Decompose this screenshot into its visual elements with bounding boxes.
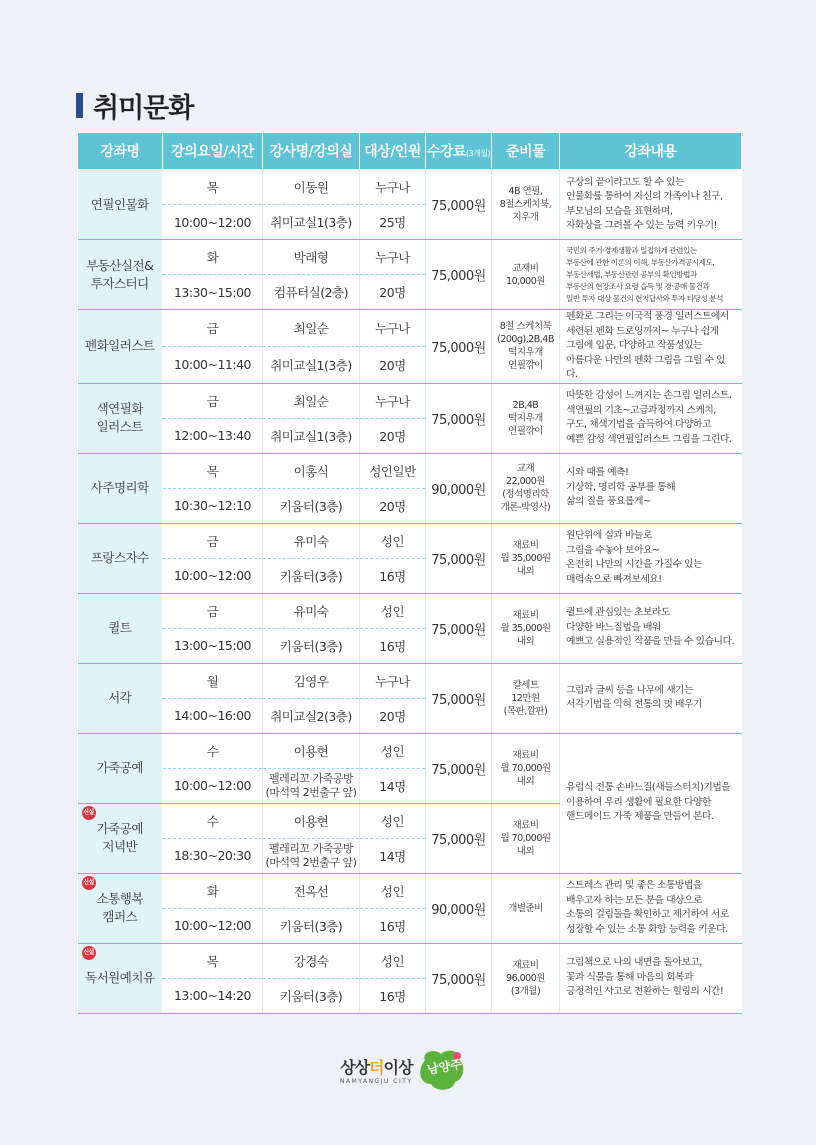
course-capacity: 25명: [360, 205, 426, 240]
course-fee: 75,000원: [426, 523, 492, 593]
course-description: 그림책으로 나의 내면을 돌아보고, 꽃과 식물을 통해 마음의 회복과 긍정적인 사고로 전환하는 힐링의 시간!: [560, 943, 742, 1013]
new-badge: 신설: [82, 876, 96, 890]
course-description: 구상의 끝이라고도 할 수 있는 인물화를 통하여 자신의 가족이나 친구, 부모님의 모습을 표현하며, 자화상을 그려볼 수 있는 능력 키우기!: [560, 170, 742, 240]
course-fee: 75,000원: [426, 170, 492, 240]
course-name: [78, 310, 163, 384]
course-teacher: 유미숙: [263, 523, 360, 558]
course-name-text: 가죽공예: [96, 760, 143, 775]
course-teacher: 최일순: [263, 383, 360, 418]
course-materials: 4B 연필, 8절스케치북, 지우개: [492, 170, 560, 240]
course-name-text: 펜화일러스트: [85, 338, 155, 354]
course-capacity: 16명: [360, 908, 426, 943]
course-room: 취미교실1(3층): [263, 205, 360, 240]
course-day: 금: [163, 523, 263, 558]
course-description: 펜화로 그리는 이국적 풍경 일러스트에서 세련된 펜화 드로잉까지~ 누구나 쉽게 그림에 입문, 다양하고 작품성있는 아름다운 나만의 펜화 그림을 그릴 수 있다.: [560, 310, 742, 384]
header-schedule: 강의요일/시간: [163, 133, 263, 170]
course-time: 10:00~12:00: [163, 908, 263, 943]
header-target-capacity: 대상/인원: [360, 133, 426, 170]
course-time: 13:00~15:00: [163, 628, 263, 663]
course-description: 따뜻한 감성이 느껴지는 손그림 일러스트. 색연필의 기초~고급과정까지 스케치, 구도, 채색기법을 습득하여 다양하고 예쁜 감성 색연필일러스트 그림을 그린다.: [560, 383, 742, 453]
course-fee: 75,000원: [426, 943, 492, 1013]
course-time: 14:00~16:00: [163, 698, 263, 733]
course-capacity: 16명: [360, 978, 426, 1013]
course-target: 성인: [360, 803, 426, 838]
footer-city: NAMYANGJU CITY: [340, 1078, 413, 1085]
course-description: 원단위에 실과 바늘로 그림을 수놓아 보아요~ 온전히 나만의 시간을 가질수 있는 매력속으로 빠져보세요!: [560, 523, 742, 593]
course-name-text: 가죽공예 저녁반: [96, 821, 143, 854]
logo-text: 남양주: [425, 1057, 463, 1077]
course-capacity: 16명: [360, 558, 426, 593]
table-row: [78, 593, 742, 628]
course-materials: 재료비 월 35,000원 내외: [492, 523, 560, 593]
table-row: [78, 240, 742, 275]
course-name-text: 부동산실전& 투자스터디: [86, 257, 154, 291]
footer-logo: [340, 1048, 467, 1092]
course-day: 월: [163, 663, 263, 698]
course-room: 펠레리꼬 가죽공방 (마석역 2번출구 앞): [263, 768, 360, 803]
course-fee: 75,000원: [426, 803, 492, 873]
course-room: 컴퓨터실(2층): [263, 275, 360, 310]
course-materials: 교재비 10,000원: [492, 240, 560, 310]
course-description: 그림과 글씨 등을 나무에 새기는 서각기법을 익혀 전통의 멋 배우기: [560, 663, 742, 733]
course-target: 성인: [360, 523, 426, 558]
course-day: 화: [163, 873, 263, 908]
course-fee: 75,000원: [426, 240, 492, 310]
course-time: 10:00~12:00: [163, 558, 263, 593]
course-teacher: 김영우: [263, 663, 360, 698]
header-fee-label: 수강료: [426, 144, 466, 160]
header-description: 강좌내용: [560, 133, 742, 170]
header-course-name: 강좌명: [78, 133, 163, 170]
course-time: 13:00~14:20: [163, 978, 263, 1013]
course-table: [77, 132, 742, 1014]
course-room: 키움터(3층): [263, 488, 360, 523]
course-materials: 재료비 월 70,000원 내외: [492, 733, 560, 803]
course-description: 유럽식 전통 손바느질(새들스터치)기법을 이용하여 우리 생활에 필요한 다양한 핸드메이드 가죽 제품을 만들어 본다.: [560, 733, 742, 873]
course-name: [78, 523, 163, 593]
course-day: 목: [163, 170, 263, 205]
course-fee: 90,000원: [426, 453, 492, 523]
course-name: [78, 240, 163, 310]
course-name-text: 소통행복 캠퍼스: [96, 891, 143, 924]
course-time: 10:00~11:40: [163, 346, 263, 383]
table-row: [78, 523, 742, 558]
table-row: [78, 873, 742, 908]
table-row: [78, 170, 742, 205]
header-teacher-room: 강사명/강의실: [263, 133, 360, 170]
course-name: [78, 593, 163, 663]
city-logo-icon: [417, 1048, 467, 1092]
course-materials: 재료비 월 70,000원 내외: [492, 803, 560, 873]
course-room: 키움터(3층): [263, 558, 360, 593]
course-day: 금: [163, 383, 263, 418]
course-target: 성인: [360, 873, 426, 908]
course-name-text: 색연필화 일러스트: [96, 401, 143, 434]
course-materials: 2B,4B 떡지우개 연필깎이: [492, 383, 560, 453]
course-room: 키움터(3층): [263, 978, 360, 1013]
course-room: 키움터(3층): [263, 628, 360, 663]
table-row: [78, 383, 742, 418]
course-capacity: 20명: [360, 418, 426, 453]
course-name-text: 퀼트: [108, 620, 132, 635]
course-target: 성인: [360, 593, 426, 628]
table-row: [78, 943, 742, 978]
course-teacher: 박래형: [263, 240, 360, 275]
course-day: 목: [163, 943, 263, 978]
slogan-part-b: 이상: [383, 1058, 413, 1077]
course-name-text: 독서원예치유: [85, 970, 155, 985]
course-room: 펠레리꼬 가죽공방 (마석역 2번출구 앞): [263, 838, 360, 873]
course-fee: 75,000원: [426, 593, 492, 663]
course-capacity: 20명: [360, 346, 426, 383]
course-capacity: 14명: [360, 838, 426, 873]
page-title-wrap: [76, 86, 193, 125]
course-name: [78, 803, 163, 873]
course-name: [78, 170, 163, 240]
course-description: 스트레스 관리 및 좋은 소통방법을 배우고자 하는 모든 분을 대상으로 소통의 걸림돌을 확인하고 제거하여 서로 성장할 수 있는 소통 화합 능력을 키운다.: [560, 873, 742, 943]
course-fee: 75,000원: [426, 310, 492, 384]
course-target: 성인: [360, 733, 426, 768]
table-row: [78, 453, 742, 488]
course-room: 취미교실1(3층): [263, 418, 360, 453]
course-target: 누구나: [360, 383, 426, 418]
slogan-highlight: 더: [369, 1058, 384, 1077]
course-name-text: 연필인물화: [90, 196, 149, 212]
course-target: 성인: [360, 943, 426, 978]
course-room: 취미교실1(3층): [263, 346, 360, 383]
footer-slogan: [340, 1055, 412, 1078]
course-name: [78, 663, 163, 733]
course-target: 누구나: [360, 240, 426, 275]
page-title: 취미문화: [93, 93, 194, 124]
course-capacity: 14명: [360, 768, 426, 803]
course-time: 18:30~20:30: [163, 838, 263, 873]
course-time: 10:30~12:10: [163, 488, 263, 523]
course-teacher: 이홍식: [263, 453, 360, 488]
course-description: 국민의 주거·경제생활과 밀접하게 관련있는 부동산에 관한 이론의 이해, 부동산가격공시제도, 부동산세법, 부동산관련 공부의 확인방법과 부동산의 현장조사 요령 습득 및 경·공매 물건과 일반 투자 대상 물건의 현지답사와 투자 타당성 분석: [560, 240, 742, 310]
course-target: 누구나: [360, 663, 426, 698]
header-row: [78, 133, 742, 170]
course-capacity: 20명: [360, 275, 426, 310]
table-row: [78, 733, 742, 768]
course-teacher: 이동원: [263, 170, 360, 205]
course-teacher: 최일순: [263, 310, 360, 347]
course-day: 수: [163, 733, 263, 768]
table-row: [78, 310, 742, 347]
course-materials: 교재 22,000원 (정석명리학 개론-박영사): [492, 453, 560, 523]
slogan-part-a: 상상: [340, 1058, 370, 1077]
course-materials: 8절 스케치북 (200g),2B,4B 떡지우개 연필깎이: [492, 310, 560, 384]
course-description: 시와 때를 예측! 기상학, 명리학 공부를 통해 삶의 질을 풍요롭게~: [560, 453, 742, 523]
course-time: 13:30~15:00: [163, 275, 263, 310]
course-name: [78, 733, 163, 803]
course-capacity: 20명: [360, 698, 426, 733]
course-materials: 칼세트 12만원 (목판,깔판): [492, 663, 560, 733]
course-materials: 개별준비: [492, 873, 560, 943]
course-room: 취미교실2(3층): [263, 698, 360, 733]
course-name: [78, 873, 163, 943]
course-day: 금: [163, 310, 263, 347]
course-name: [78, 943, 163, 1013]
course-day: 화: [163, 240, 263, 275]
table-row: [78, 663, 742, 698]
course-time: 10:00~12:00: [163, 768, 263, 803]
course-fee: 75,000원: [426, 663, 492, 733]
new-badge: 신설: [82, 946, 96, 960]
course-time: 12:00~13:40: [163, 418, 263, 453]
course-target: 성인일반: [360, 453, 426, 488]
course-name-text: 서각: [108, 690, 132, 705]
course-time: 10:00~12:00: [163, 205, 263, 240]
course-fee: 75,000원: [426, 383, 492, 453]
header-materials: 준비물: [492, 133, 560, 170]
title-bar: [76, 93, 83, 118]
course-teacher: 이용현: [263, 733, 360, 768]
course-target: 누구나: [360, 310, 426, 347]
course-day: 목: [163, 453, 263, 488]
course-name-text: 사주명리학: [90, 480, 149, 495]
course-day: 수: [163, 803, 263, 838]
course-capacity: 20명: [360, 488, 426, 523]
course-room: 키움터(3층): [263, 908, 360, 943]
course-day: 금: [163, 593, 263, 628]
course-name: [78, 453, 163, 523]
course-name-text: 프랑스자수: [90, 550, 149, 565]
course-teacher: 강경숙: [263, 943, 360, 978]
header-fee-period: (3개월): [465, 149, 491, 158]
course-teacher: 유미숙: [263, 593, 360, 628]
course-teacher: 이용현: [263, 803, 360, 838]
course-materials: 재료비 96,000원 (3개월): [492, 943, 560, 1013]
course-fee: 90,000원: [426, 873, 492, 943]
header-fee: [426, 133, 492, 170]
course-description: 퀼트에 관심있는 초보라도 다양한 바느질법을 배워 예쁘고 실용적인 작품을 만들 수 있습니다.: [560, 593, 742, 663]
course-name: [78, 383, 163, 453]
course-teacher: 전옥선: [263, 873, 360, 908]
course-target: 누구나: [360, 170, 426, 205]
course-capacity: 16명: [360, 628, 426, 663]
new-badge: 신설: [82, 806, 96, 820]
course-materials: 재료비 월 35,000원 내외: [492, 593, 560, 663]
course-fee: 75,000원: [426, 733, 492, 803]
